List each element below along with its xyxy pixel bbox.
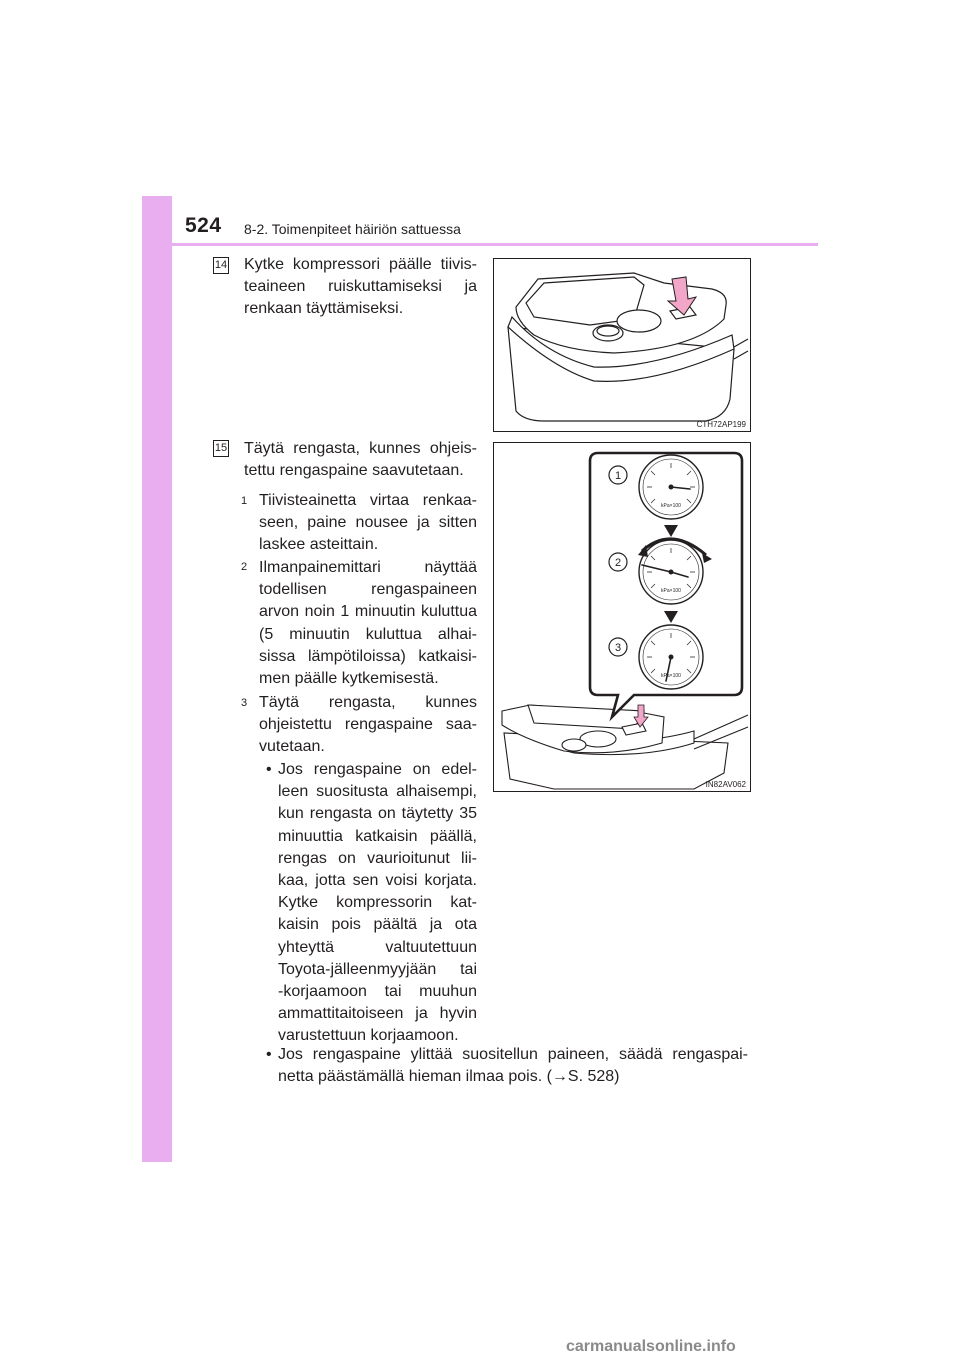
gauge-label-1: 1 — [614, 470, 622, 482]
step-14-text — [244, 254, 477, 321]
watermark: carmanualsonline.info — [566, 1338, 736, 1355]
bullet-dot-2: • — [266, 1046, 272, 1063]
step-14-line-1: Kytke kompressori päälle tiivis- — [244, 256, 477, 273]
bullet-1-line: varustettuun korjaamoon. — [278, 1027, 459, 1045]
gauge-unit-1: kPa×100 — [661, 503, 681, 509]
figure-pressure-gauges — [493, 442, 751, 792]
sub-2-line-4: (5 minuutin kuluttua alhai- — [259, 625, 477, 643]
step-15-line-1: Täytä rengasta, kunnes ohjeis- — [244, 440, 477, 457]
sub-2-line-2: todellisen rengaspaineen — [259, 581, 477, 599]
sub-2-line-3: arvon noin 1 minuutin kuluttua — [259, 603, 477, 621]
sub-3-line-3: vutetaan. — [259, 738, 325, 756]
sub-3-line-2: ohjeistettu rengaspaine saa- — [259, 716, 477, 734]
figure-code: IN82AV062 — [705, 780, 746, 789]
step-14-line-3: renkaan täyttämiseksi. — [244, 300, 404, 318]
gauge-label-3: 3 — [614, 642, 622, 654]
figure-code: CTH72AP199 — [696, 420, 746, 429]
bullet-1-text — [278, 759, 477, 1048]
bullet-1-line: leen suositusta alhaisempi, — [278, 783, 477, 801]
sub-1-line-3: laskee asteittain. — [259, 536, 379, 554]
bullet-2-line: Jos rengaspaine ylittää suositellun paineen, säädä rengaspai- — [278, 1046, 748, 1063]
bullet-1-line: minuuttia katkaisin päällä, — [278, 827, 477, 845]
bullet-1-line: kaisin pois päältä ja ota — [278, 916, 477, 934]
bullet-2-line: netta päästämällä hieman ilmaa pois. (→S. 528) — [278, 1068, 620, 1086]
bullet-1-line: -korjaamoon tai muuhun — [278, 983, 477, 1001]
sub-2-line-6: men päälle kytkemisestä. — [259, 670, 439, 688]
sub-step-marker-2: 2 — [240, 561, 248, 573]
bullet-1-line: Kytke kompressorin kat- — [278, 894, 477, 912]
page-number: 524 — [185, 214, 222, 237]
gauge-label-2: 2 — [614, 557, 622, 569]
sub-2-line-1: Ilmanpainemittari näyttää — [259, 559, 477, 576]
gauge-sequence-illustration — [494, 443, 750, 791]
step-number-15: 15 — [213, 440, 229, 457]
sub-3-line-1: Täytä rengasta, kunnes — [259, 694, 477, 711]
section-title: 8-2. Toimenpiteet häiriön sattuessa — [244, 221, 461, 237]
bullet-1-line: Jos rengaspaine on edel- — [278, 761, 477, 778]
sub-2-line-5: sissa lämpötiloissa) katkaisi- — [259, 647, 477, 665]
bullet-1-line: Toyota-jälleenmyyjään tai — [278, 960, 477, 978]
header-rule — [142, 243, 818, 246]
step-number-14: 14 — [213, 257, 229, 274]
sub-step-2-text — [259, 557, 477, 690]
step-14-line-2: teaineen ruiskuttamiseksi ja — [244, 278, 477, 296]
bullet-1-line: rengas on vaurioitunut lii- — [278, 849, 477, 867]
sub-step-1-text — [259, 490, 477, 557]
sub-step-marker-3: 3 — [240, 697, 248, 709]
sub-step-3-text — [259, 692, 477, 759]
sub-step-marker-1: 1 — [240, 495, 248, 507]
figure-compressor-switch — [493, 258, 751, 432]
sidebar-tab — [142, 196, 172, 1162]
sub-1-line-1: Tiivisteainetta virtaa renkaa- — [259, 492, 477, 509]
sub-1-line-2: seen, paine nousee ja sitten — [259, 514, 477, 532]
bullet-1-line: kaa, jotta sen voisi korjata. — [278, 872, 477, 890]
bullet-1-line: yhteyttä valtuutettuun — [278, 938, 477, 956]
gauge-unit-3: kPa×100 — [661, 673, 681, 679]
compressor-illustration — [494, 259, 750, 431]
step-15-text — [244, 438, 477, 482]
bullet-dot-1: • — [266, 761, 272, 778]
bullet-1-line: ammattitaitoiseen ja hyvin — [278, 1005, 477, 1023]
step-15-line-2: tettu rengaspaine saavutetaan. — [244, 462, 464, 480]
bullet-2-text — [278, 1044, 748, 1088]
gauge-unit-2: kPa×100 — [661, 588, 681, 594]
bullet-1-line: kun rengasta on täytetty 35 — [278, 805, 477, 823]
